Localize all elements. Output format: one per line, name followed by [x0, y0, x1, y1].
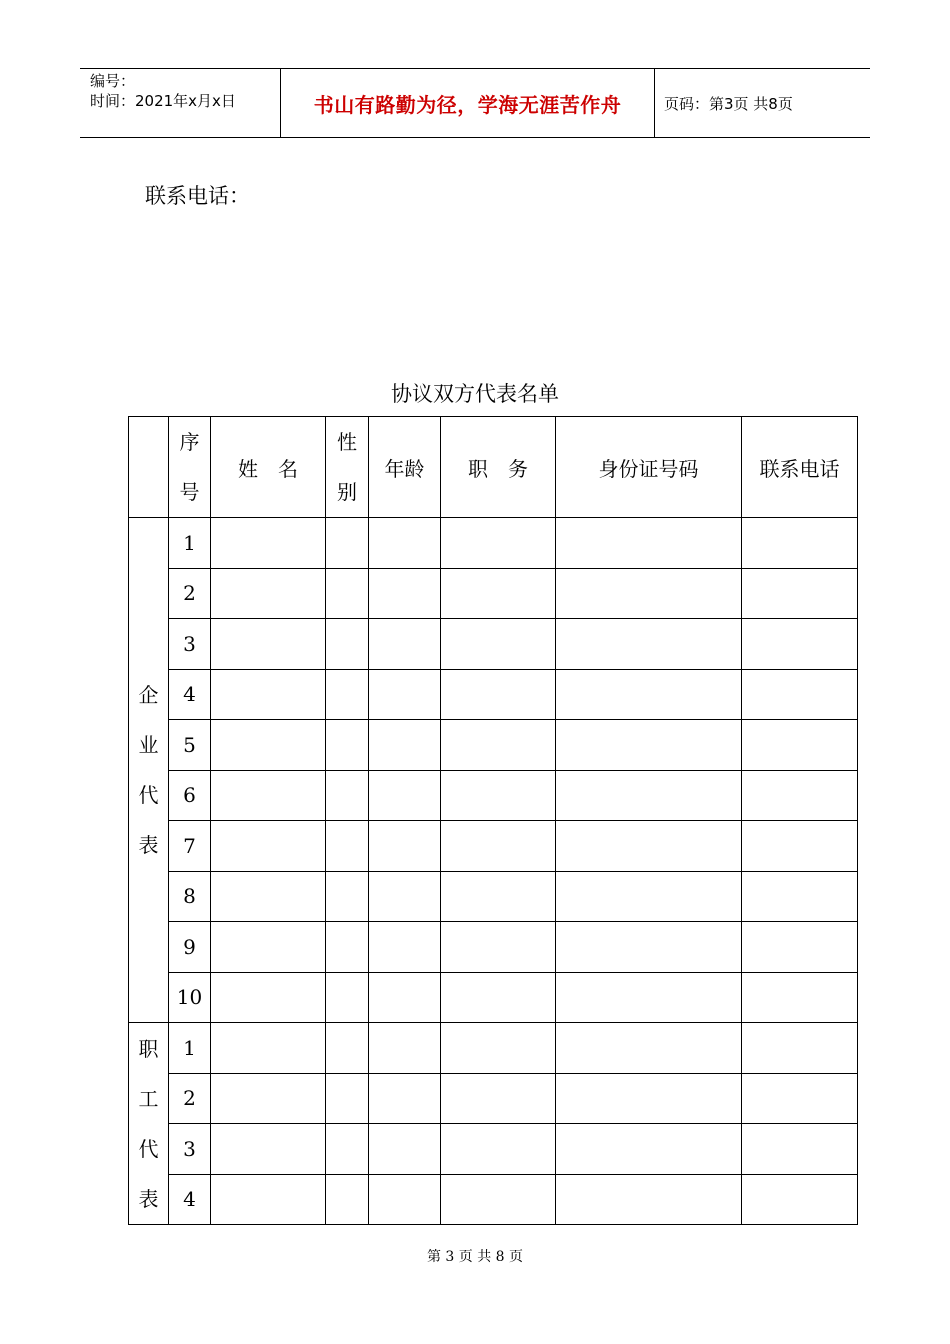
gender-cell[interactable] [326, 568, 369, 619]
name-cell[interactable] [211, 1124, 326, 1175]
age-cell[interactable] [369, 1073, 441, 1124]
name-cell[interactable] [211, 1023, 326, 1074]
table-row [129, 922, 858, 973]
age-cell[interactable] [369, 1023, 441, 1074]
table-row [129, 669, 858, 720]
gender-cell[interactable] [326, 619, 369, 670]
phone-cell[interactable] [742, 972, 858, 1023]
id-number-cell[interactable] [556, 619, 742, 670]
header-motto: 书山有路勤为径，学海无涯苦作舟 [313, 92, 622, 117]
age-cell[interactable] [369, 568, 441, 619]
phone-cell[interactable] [742, 669, 858, 720]
table-title: 协议双方代表名单 [391, 382, 559, 406]
seq-cell: 8 [169, 871, 211, 922]
table-row [129, 720, 858, 771]
phone-cell[interactable] [742, 568, 858, 619]
group-label-cell [129, 518, 169, 1023]
gender-cell[interactable] [326, 518, 369, 569]
table-row [129, 619, 858, 670]
seq-cell: 3 [169, 1124, 211, 1175]
position-cell[interactable] [441, 568, 556, 619]
table-header-row [129, 417, 858, 518]
seq-cell: 4 [169, 669, 211, 720]
header-meta [90, 71, 280, 111]
position-cell[interactable] [441, 972, 556, 1023]
age-cell[interactable] [369, 518, 441, 569]
age-cell[interactable] [369, 972, 441, 1023]
table-row [129, 1174, 858, 1225]
page-header [80, 68, 870, 138]
gender-cell[interactable] [326, 1124, 369, 1175]
phone-cell[interactable] [742, 821, 858, 872]
name-cell[interactable] [211, 1073, 326, 1124]
id-number-cell[interactable] [556, 1174, 742, 1225]
id-number-cell[interactable] [556, 518, 742, 569]
gender-cell[interactable] [326, 972, 369, 1023]
gender-cell[interactable] [326, 922, 369, 973]
seq-cell: 2 [169, 1073, 211, 1124]
table-row [129, 821, 858, 872]
age-cell[interactable] [369, 1174, 441, 1225]
name-cell[interactable] [211, 770, 326, 821]
seq-cell: 5 [169, 720, 211, 771]
phone-cell[interactable] [742, 720, 858, 771]
seq-cell: 1 [169, 518, 211, 569]
id-number-cell[interactable] [556, 922, 742, 973]
name-cell[interactable] [211, 669, 326, 720]
header-name: 姓 名 [211, 417, 326, 518]
header-page-info: 页码：第3页 共8页 [664, 94, 793, 113]
position-cell[interactable] [441, 619, 556, 670]
gender-cell[interactable] [326, 669, 369, 720]
gender-cell[interactable] [326, 821, 369, 872]
name-cell[interactable] [211, 922, 326, 973]
phone-cell[interactable] [742, 1124, 858, 1175]
phone-cell[interactable] [742, 770, 858, 821]
group-label: 职工代表 [138, 1036, 159, 1211]
position-cell[interactable] [441, 1073, 556, 1124]
page-footer: 第 3 页 共 8 页 [426, 1249, 524, 1265]
name-cell[interactable] [211, 619, 326, 670]
table-row [129, 972, 858, 1023]
header-divider [654, 69, 655, 137]
table-row [129, 568, 858, 619]
phone-cell[interactable] [742, 619, 858, 670]
age-cell[interactable] [369, 720, 441, 771]
representatives-table [128, 416, 858, 1225]
phone-cell[interactable] [742, 518, 858, 569]
phone-cell[interactable] [742, 1023, 858, 1074]
position-cell[interactable] [441, 518, 556, 569]
age-cell[interactable] [369, 619, 441, 670]
header-seq: 序号 [169, 417, 211, 518]
table-row [129, 1023, 858, 1074]
name-cell[interactable] [211, 568, 326, 619]
id-number-cell[interactable] [556, 871, 742, 922]
gender-cell[interactable] [326, 720, 369, 771]
table-row [129, 871, 858, 922]
position-cell[interactable] [441, 922, 556, 973]
position-cell[interactable] [441, 821, 556, 872]
age-cell[interactable] [369, 669, 441, 720]
name-cell[interactable] [211, 1174, 326, 1225]
seq-cell: 1 [169, 1023, 211, 1074]
age-cell[interactable] [369, 1124, 441, 1175]
id-number-cell[interactable] [556, 1073, 742, 1124]
name-cell[interactable] [211, 518, 326, 569]
position-cell[interactable] [441, 1124, 556, 1175]
contact-phone-line: 联系电话： [145, 184, 250, 208]
table-row [129, 1073, 858, 1124]
number-label: 编号： [90, 72, 136, 90]
seq-cell: 7 [169, 821, 211, 872]
id-number-cell[interactable] [556, 1124, 742, 1175]
phone-cell[interactable] [742, 1174, 858, 1225]
table-row [129, 518, 858, 569]
gender-cell[interactable] [326, 1023, 369, 1074]
header-age: 年龄 [369, 417, 441, 518]
header-group-cell [129, 417, 169, 518]
position-cell[interactable] [441, 1023, 556, 1074]
age-cell[interactable] [369, 871, 441, 922]
id-number-cell[interactable] [556, 770, 742, 821]
time-label: 时间：2021年x月x日 [90, 92, 236, 110]
id-number-cell[interactable] [556, 821, 742, 872]
table-row [129, 770, 858, 821]
group-label: 企业代表 [138, 683, 159, 857]
id-number-cell[interactable] [556, 669, 742, 720]
phone-cell[interactable] [742, 871, 858, 922]
id-number-cell[interactable] [556, 972, 742, 1023]
seq-cell: 9 [169, 922, 211, 973]
seq-cell: 2 [169, 568, 211, 619]
position-cell[interactable] [441, 720, 556, 771]
name-cell[interactable] [211, 972, 326, 1023]
gender-cell[interactable] [326, 871, 369, 922]
gender-cell[interactable] [326, 1174, 369, 1225]
age-cell[interactable] [369, 922, 441, 973]
position-cell[interactable] [441, 871, 556, 922]
header-position: 职 务 [441, 417, 556, 518]
header-gender: 性别 [326, 417, 369, 518]
header-phone: 联系电话 [742, 417, 858, 518]
position-cell[interactable] [441, 770, 556, 821]
seq-cell: 6 [169, 770, 211, 821]
id-number-cell[interactable] [556, 1023, 742, 1074]
name-cell[interactable] [211, 821, 326, 872]
seq-cell: 10 [169, 972, 211, 1023]
position-cell[interactable] [441, 669, 556, 720]
id-number-cell[interactable] [556, 720, 742, 771]
seq-cell: 4 [169, 1174, 211, 1225]
age-cell[interactable] [369, 821, 441, 872]
group-label-cell [129, 1023, 169, 1225]
table-row [129, 1124, 858, 1175]
gender-cell[interactable] [326, 770, 369, 821]
header-id-number: 身份证号码 [556, 417, 742, 518]
gender-cell[interactable] [326, 1073, 369, 1124]
phone-cell[interactable] [742, 922, 858, 973]
position-cell[interactable] [441, 1174, 556, 1225]
phone-cell[interactable] [742, 1073, 858, 1124]
age-cell[interactable] [369, 770, 441, 821]
name-cell[interactable] [211, 871, 326, 922]
id-number-cell[interactable] [556, 568, 742, 619]
name-cell[interactable] [211, 720, 326, 771]
seq-cell: 3 [169, 619, 211, 670]
